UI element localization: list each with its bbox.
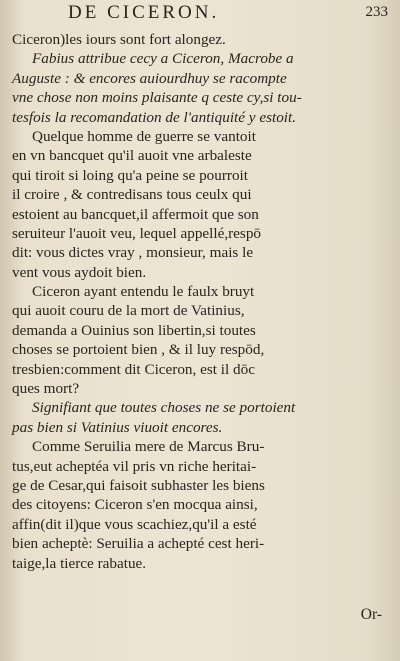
text-line: tesfois la recomandation de l'antiquité y estoit. bbox=[12, 108, 297, 126]
text-line: Ciceron ayant entendu le faulx bruyt bbox=[32, 283, 255, 301]
running-title: DE CICERON. bbox=[68, 2, 220, 23]
text-line: seruiteur l'auoit veu, lequel appellé,respō bbox=[12, 224, 262, 242]
text-line: taige,la tierce rabatue. bbox=[12, 554, 147, 572]
text-line: il croire , & contredisans tous ceulx qui bbox=[12, 186, 252, 204]
text-line: Auguste : & encores auiourdhuy se racompte bbox=[12, 69, 287, 87]
text-line: vent vous aydoit bien. bbox=[12, 263, 147, 281]
text-line: Ciceron)les iours sont fort alongez. bbox=[12, 31, 226, 48]
text-line: Quelque homme de guerre se vantoit bbox=[32, 127, 256, 145]
page-number: 233 bbox=[365, 4, 388, 20]
text-line: ques mort? bbox=[12, 380, 80, 398]
catchword: Or- bbox=[360, 606, 382, 623]
text-line: Signifiant que toutes choses ne se portoient bbox=[32, 399, 296, 417]
page-header bbox=[0, 0, 400, 30]
text-line: ge de Cesar,qui faisoit subhaster les biens bbox=[12, 476, 265, 494]
text-line: des citoyens: Ciceron s'en mocqua ainsi, bbox=[12, 496, 258, 514]
text-line: vne chose non moins plaisante q ceste cy,si tou- bbox=[12, 89, 302, 107]
text-line: demanda a Ouinius son libertin,si toutes bbox=[12, 321, 256, 339]
text-line: choses se portoient bien , & il luy respōd, bbox=[12, 341, 265, 359]
text-line: pas bien si Vatinius viuoit encores. bbox=[12, 418, 223, 436]
text-line: qui auoit couru de la mort de Vatinius, bbox=[12, 302, 245, 320]
text-line: bien acheptè: Seruilia a achepté cest heri- bbox=[12, 535, 265, 553]
text-body bbox=[12, 30, 390, 573]
text-line: affin(dit il)que vous scachiez,qu'il a esté bbox=[12, 515, 257, 533]
text-line: tresbien:comment dit Ciceron, est il dōc bbox=[12, 360, 255, 378]
text-line: dit: vous dictes vray , monsieur, mais le bbox=[12, 244, 254, 262]
text-line: en vn bancquet qu'il auoit vne arbaleste bbox=[12, 147, 252, 165]
text-line: estoient au bancquet,il affermoit que son bbox=[12, 205, 259, 223]
text-line: Fabius attribue cecy a Ciceron, Macrobe a bbox=[32, 50, 294, 68]
text-line: qui tiroit si loing qu'a peine se pourroit bbox=[12, 166, 248, 184]
text-line: Comme Seruilia mere de Marcus Bru- bbox=[32, 438, 265, 456]
text-line: tus,eut acheptéa vil pris vn riche heritai- bbox=[12, 457, 257, 475]
